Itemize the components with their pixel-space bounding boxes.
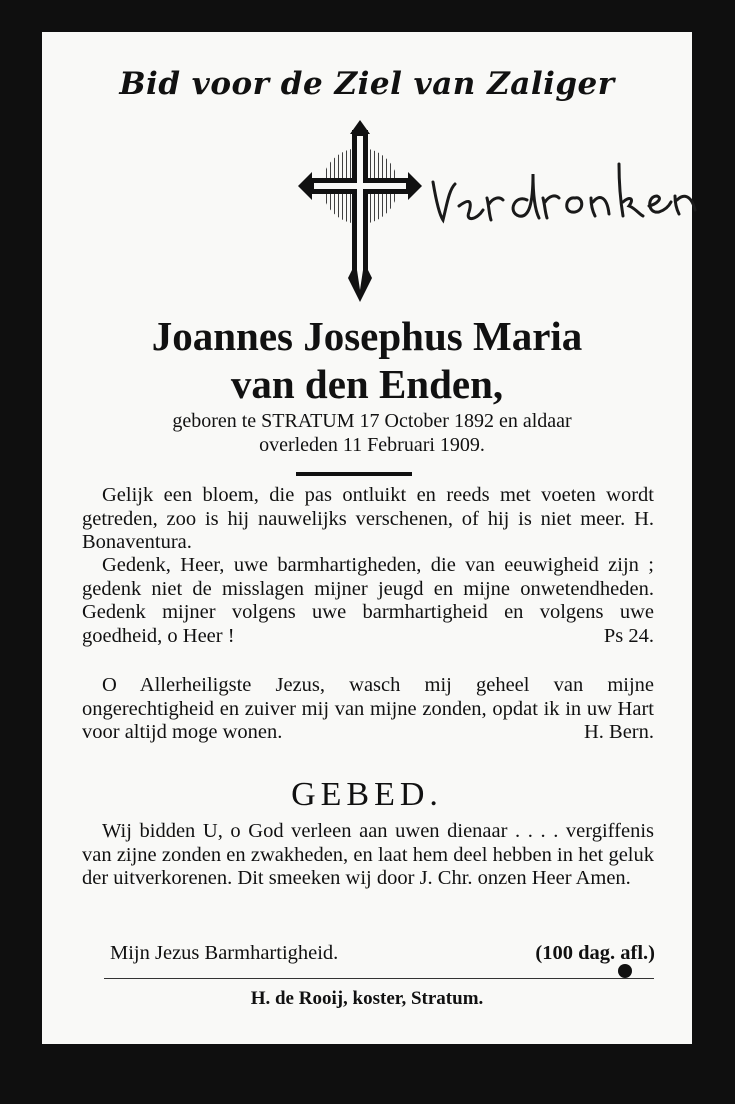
indulgence-note: (100 dag. afl.) [535, 942, 655, 964]
cross-icon [298, 120, 422, 306]
quote-text: O Allerheiligste Jezus, wasch mij geheel van mijne ongerechtigheid en zuiver mij van mijne zonden, opdat ik in uw Hart voor altijd moge wonen. [82, 674, 654, 743]
divider-rule [296, 472, 412, 476]
handwritten-annotation [429, 154, 699, 234]
prayer-title: GEBED. [291, 776, 443, 813]
card-heading: Bid voor de Ziel van Zaliger [119, 66, 615, 102]
quote-source: H. Bern. [583, 721, 654, 743]
birth-death-line-1: geboren te STRATUM 17 October 1892 en aldaar [172, 410, 572, 432]
quote-source: Ps 24. [603, 624, 654, 647]
quote-paragraph-3 [82, 674, 654, 745]
quote-text: Gedenk, Heer, uwe barmhartigheden, die van eeuwigheid zijn ; gedenk niet de misslagen mijner jeugd en mijne onwetendheden. Gedenk mijner volgens uwe barmhartigheid en volgens uwe goedheid, o Heer ! [82, 554, 654, 647]
ink-dot [618, 964, 632, 978]
quote-text: Gelijk een bloem, die pas ontluikt en reeds met voeten wordt getreden, zoo is hij nauwelijks verschenen, of hij is niet meer. [82, 484, 654, 530]
printer-credit: H. de Rooij, koster, Stratum. [250, 988, 484, 1009]
birth-death-line-2: overleden 11 Februari 1909. [259, 434, 485, 456]
quote-source: H. Bonaventura. [82, 507, 655, 553]
ejaculation-line [110, 942, 655, 965]
deceased-name-line-1: Joannes Josephus Maria [151, 313, 583, 359]
quote-paragraph-2 [82, 554, 654, 648]
prayer-body: Wij bidden U, o God verleen aan uwen dienaar . . . . vergiffenis van zijne zonden en zwakheden, en laat hem deel hebben in het geluk der uitverkorenen. Dit smeeken wij door J. Chr. onzen Heer Amen. [82, 820, 654, 889]
prayer-text [82, 820, 654, 891]
prayer-card [42, 32, 692, 1044]
ejaculation-text: Mijn Jezus Barmhartigheid. [110, 942, 339, 964]
footer-divider [104, 978, 654, 979]
quote-paragraph-1 [82, 484, 654, 555]
deceased-name-line-2: van den Enden, [230, 361, 504, 407]
